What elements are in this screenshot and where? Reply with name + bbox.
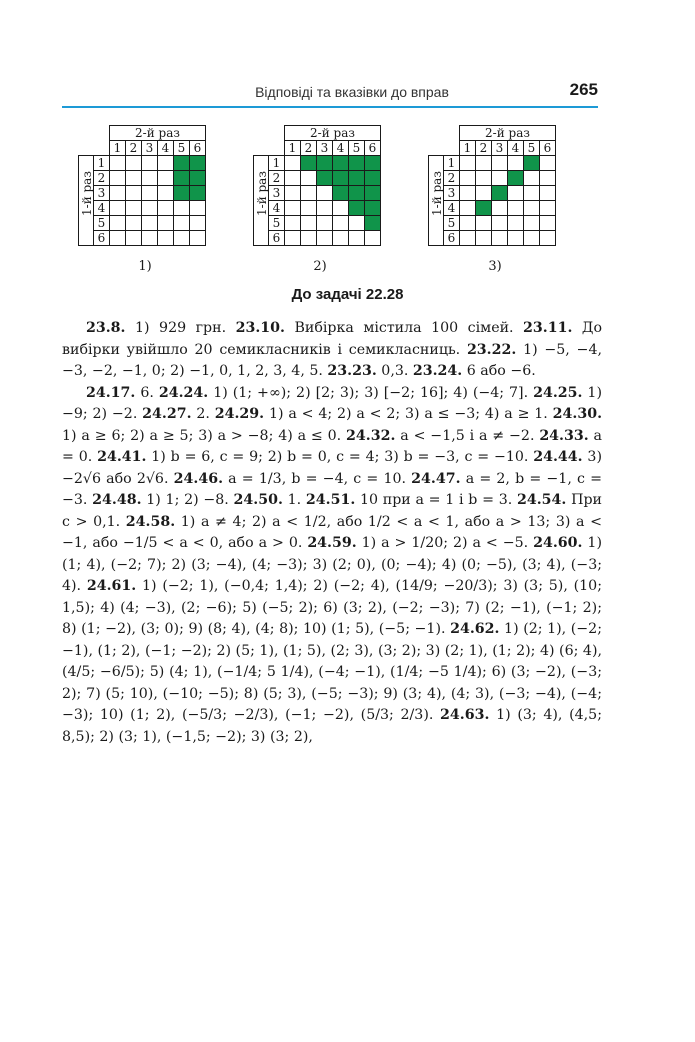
empty-cell (190, 231, 206, 246)
empty-cell (524, 216, 540, 231)
column-number: 1 (285, 141, 301, 156)
column-number: 4 (158, 141, 174, 156)
row-number: 2 (444, 171, 460, 186)
row-number: 5 (444, 216, 460, 231)
empty-cell (142, 216, 158, 231)
exercise-number: 23.22. (466, 341, 517, 358)
page-header (62, 78, 598, 108)
filled-cell (317, 171, 333, 186)
row-number: 4 (444, 201, 460, 216)
filled-cell (333, 171, 349, 186)
answer-text: 1) −9; 2) −2. (62, 384, 602, 422)
empty-cell (285, 231, 301, 246)
answer-text: 1) 929 грн. (125, 320, 236, 336)
empty-cell (142, 171, 158, 186)
outcome-table (428, 125, 556, 246)
exercise-number: 24.32. (346, 427, 396, 444)
empty-cell (476, 156, 492, 171)
filled-cell (349, 186, 365, 201)
empty-cell (142, 186, 158, 201)
empty-cell (540, 231, 556, 246)
column-number: 2 (476, 141, 492, 156)
empty-cell (317, 231, 333, 246)
exercise-number: 24.59. (307, 535, 357, 551)
filled-cell (365, 201, 381, 216)
column-number: 3 (492, 141, 508, 156)
outcome-grid-3 (428, 125, 562, 275)
column-number: 4 (508, 141, 524, 156)
answer-text: 6 або −6. (462, 363, 536, 379)
column-number: 2 (301, 141, 317, 156)
filled-cell (333, 186, 349, 201)
outcome-grid-2 (253, 125, 387, 275)
empty-cell (110, 231, 126, 246)
empty-cell (460, 186, 476, 201)
filled-cell (508, 171, 524, 186)
filled-cell (349, 156, 365, 171)
exercise-number: 24.44. (533, 449, 583, 465)
column-number: 3 (142, 141, 158, 156)
empty-cell (349, 216, 365, 231)
exercise-number: 23.10. (235, 320, 285, 336)
row-number: 3 (269, 186, 285, 201)
empty-cell (492, 156, 508, 171)
answer-text: 1) −5, −4, −3, −2, −1, 0; 2) −1, 0, 1, 2, 3, 4, 5. (62, 341, 602, 379)
outcome-table (78, 125, 206, 246)
answer-text: 1) (1; +∞); 2) [2; 3); 3) [−2; 16]; 4) (−4; 7]. (208, 384, 534, 401)
answer-text: 1) (1; 4), (−2; 7); 2) (3; −4), (4; −3); 3) (2; 0), (0; −4); 4) (0; −5), (3; 4), (−3; 4). (62, 535, 602, 594)
row-number: 5 (269, 216, 285, 231)
exercise-number: 24.46. (173, 470, 224, 487)
empty-cell (158, 231, 174, 246)
filled-cell (174, 171, 190, 186)
empty-cell (492, 216, 508, 231)
empty-cell (333, 216, 349, 231)
answer-text: 1) (3; 4), (4,5; 8,5); 2) (3; 1), (−1,5; −2); 3) (3; 2), (62, 707, 602, 745)
empty-cell (110, 216, 126, 231)
empty-cell (301, 231, 317, 246)
row-number: 6 (269, 231, 285, 246)
empty-cell (285, 186, 301, 201)
exercise-number: 24.41. (97, 449, 147, 465)
filled-cell (524, 156, 540, 171)
exercise-number: 24.33. (539, 427, 589, 444)
empty-cell (460, 216, 476, 231)
exercise-number: 24.48. (92, 492, 142, 508)
empty-cell (508, 216, 524, 231)
row-number: 4 (269, 201, 285, 216)
empty-cell (476, 231, 492, 246)
empty-cell (460, 156, 476, 171)
answer-text: 1) 1; 2) −8. (141, 492, 234, 508)
exercise-number: 24.51. (305, 492, 356, 508)
empty-cell (110, 171, 126, 186)
top-axis-label: 2-й раз (285, 126, 381, 141)
exercise-number: 24.62. (450, 621, 500, 637)
empty-cell (174, 216, 190, 231)
empty-cell (492, 201, 508, 216)
row-number: 4 (94, 201, 110, 216)
answer-text: 1) b = 6, c = 9; 2) b = 0, c = 4; 3) b = −3, c = −10. (146, 449, 534, 465)
column-number: 1 (110, 141, 126, 156)
exercise-number: 24.58. (125, 513, 176, 530)
exercise-number: 24.29. (214, 406, 265, 422)
row-number: 6 (94, 231, 110, 246)
exercise-number: 24.24. (158, 384, 209, 401)
empty-cell (524, 171, 540, 186)
empty-cell (158, 171, 174, 186)
answer-text: 10 при a = 1 і b = 3. (355, 492, 517, 508)
empty-cell (142, 201, 158, 216)
answer-text: a = 0. (62, 427, 602, 465)
column-number: 5 (349, 141, 365, 156)
empty-cell (524, 201, 540, 216)
side-axis-label (429, 156, 444, 246)
empty-cell (158, 156, 174, 171)
grid-caption: 3) (488, 259, 502, 274)
filled-cell (365, 171, 381, 186)
header-rule (62, 106, 598, 108)
answer-text: a = 2, b = −1, c = −3. (62, 470, 602, 508)
answer-text: a < −1,5 і a ≠ −2. (395, 427, 540, 444)
answer-text: 1) (2; 1), (−2; −1), (1; 2), (−1; −2); 2) (5; 1), (1; 5), (2; 3), (3; 2); 3) (2; 1), (1; 2); 4) (6; 4), (4/5; −6/5); 5) (4; 1), (−1/4; 5 1/4), (−4; −1), (1/4; −5 1/4); 6) (3; −2), (−3; 2); 7) (5; 10), (−10; −5); 8) (5; 3), (−5; −3); 9) (3; 4), (4; 3), (−3; −4), (−4; −3); 10) (1; 2), (−5/3; −2/3), (−1; −2), (5/3; 2/3). (62, 621, 602, 723)
empty-cell (492, 171, 508, 186)
empty-cell (174, 231, 190, 246)
filled-cell (317, 156, 333, 171)
empty-cell (285, 216, 301, 231)
empty-cell (301, 186, 317, 201)
exercise-number: 24.61. (86, 578, 137, 594)
empty-cell (285, 171, 301, 186)
empty-cell (110, 156, 126, 171)
empty-cell (508, 231, 524, 246)
empty-cell (110, 186, 126, 201)
answer-text: 6. (135, 384, 159, 401)
answers-text (62, 318, 602, 748)
empty-cell (508, 186, 524, 201)
filled-cell (190, 156, 206, 171)
exercise-number: 24.17. (86, 384, 136, 401)
empty-cell (126, 201, 142, 216)
row-number: 3 (94, 186, 110, 201)
grid-caption: 1) (138, 259, 152, 274)
empty-cell (317, 201, 333, 216)
exercise-number: 24.63. (440, 707, 490, 723)
column-number: 3 (317, 141, 333, 156)
empty-cell (333, 201, 349, 216)
empty-cell (126, 231, 142, 246)
answer-text: 1) a > 1/20; 2) a < −5. (356, 535, 534, 551)
filled-cell (365, 216, 381, 231)
row-number: 2 (269, 171, 285, 186)
exercise-number: 23.8. (86, 320, 126, 336)
row-number: 1 (444, 156, 460, 171)
answer-text: Вибірка містила 100 сімей. (284, 320, 524, 336)
exercise-number: 24.54. (517, 492, 567, 508)
paragraph-23 (62, 318, 602, 383)
side-axis-label (79, 156, 94, 246)
empty-cell (285, 201, 301, 216)
answer-text: a = 1/3, b = −4, c = 10. (223, 470, 412, 487)
empty-cell (126, 156, 142, 171)
empty-cell (365, 231, 381, 246)
exercise-number: 24.30. (552, 406, 603, 422)
filled-cell (190, 186, 206, 201)
empty-cell (508, 156, 524, 171)
empty-cell (524, 231, 540, 246)
exercise-number: 24.60. (533, 535, 583, 551)
filled-cell (476, 201, 492, 216)
empty-cell (158, 201, 174, 216)
column-number: 1 (460, 141, 476, 156)
empty-cell (540, 216, 556, 231)
empty-cell (317, 186, 333, 201)
exercise-number: 24.47. (411, 470, 461, 487)
empty-cell (301, 171, 317, 186)
empty-cell (110, 201, 126, 216)
empty-cell (126, 171, 142, 186)
empty-cell (540, 201, 556, 216)
empty-cell (190, 201, 206, 216)
exercise-number: 24.50. (233, 492, 283, 508)
filled-cell (174, 186, 190, 201)
running-title: Відповіді та вказівки до вправ (255, 84, 449, 100)
row-number: 5 (94, 216, 110, 231)
empty-cell (317, 216, 333, 231)
side-axis-label (254, 156, 269, 246)
row-number: 6 (444, 231, 460, 246)
empty-cell (142, 231, 158, 246)
empty-cell (158, 216, 174, 231)
answer-text: 1) a ≠ 4; 2) a < 1/2, або 1/2 < a < 1, або a > 13; 3) a < −1, або −1/5 < a < 0, або a > 0. (62, 513, 602, 551)
empty-cell (333, 231, 349, 246)
paragraph-24 (62, 383, 602, 749)
empty-cell (460, 231, 476, 246)
empty-cell (301, 216, 317, 231)
answer-text: 3) −2√6 або 2√6. (62, 449, 602, 487)
filled-cell (349, 171, 365, 186)
column-number: 5 (524, 141, 540, 156)
column-number: 6 (190, 141, 206, 156)
empty-cell (158, 186, 174, 201)
empty-cell (126, 186, 142, 201)
empty-cell (476, 186, 492, 201)
empty-cell (349, 231, 365, 246)
grid-caption: 2) (313, 259, 327, 274)
answer-text: До вибірки увійшло 20 семикласників і семикласниць. (62, 320, 602, 358)
filled-cell (365, 186, 381, 201)
answer-text: 0,3. (376, 363, 413, 379)
empty-cell (476, 216, 492, 231)
filled-cell (174, 156, 190, 171)
row-number: 1 (269, 156, 285, 171)
side-axis-text: 1-й раз (255, 171, 269, 216)
empty-cell (476, 171, 492, 186)
side-axis-text: 1-й раз (80, 171, 94, 216)
filled-cell (301, 156, 317, 171)
answer-text: 1) a < 4; 2) a < 2; 3) a ≤ −3; 4) a ≥ 1. (264, 406, 553, 422)
empty-cell (492, 231, 508, 246)
row-number: 1 (94, 156, 110, 171)
empty-cell (285, 156, 301, 171)
column-number: 2 (126, 141, 142, 156)
empty-cell (190, 216, 206, 231)
empty-cell (508, 201, 524, 216)
answer-text: 1) (−2; 1), (−0,4; 1,4); 2) (−2; 4), (14/9; −20/3); 3) (3; 5), (10; 1,5); 4) (4; −3), (2; −6); 5) (−5; 2); 6) (3; 2), (−2; −3); 7) (2; −1), (−1; 2); 8) (1; −2), (3; 0); 9) (8; 4), (4; 8); 10) (1; 5), (−5; −1). (62, 578, 602, 637)
answer-text: При c > 0,1. (62, 492, 603, 530)
top-axis-label: 2-й раз (460, 126, 556, 141)
empty-cell (142, 156, 158, 171)
page-number: 265 (569, 80, 598, 99)
exercise-number: 23.24. (412, 363, 463, 379)
outcome-table (253, 125, 381, 246)
filled-cell (365, 156, 381, 171)
answer-text: 2. (191, 406, 215, 422)
answer-text: 1. (282, 492, 306, 508)
exercise-number: 23.11. (523, 320, 573, 336)
empty-cell (540, 171, 556, 186)
empty-cell (524, 186, 540, 201)
exercise-number: 23.23. (327, 363, 377, 379)
row-number: 3 (444, 186, 460, 201)
column-number: 6 (365, 141, 381, 156)
column-number: 5 (174, 141, 190, 156)
filled-cell (492, 186, 508, 201)
answer-text: 1) a ≥ 6; 2) a ≥ 5; 3) a > −8; 4) a ≤ 0. (62, 427, 347, 444)
exercise-number: 24.25. (533, 384, 583, 401)
empty-cell (301, 201, 317, 216)
filled-cell (333, 156, 349, 171)
empty-cell (540, 186, 556, 201)
empty-cell (460, 171, 476, 186)
outcome-grid-1 (78, 125, 212, 275)
column-number: 6 (540, 141, 556, 156)
empty-cell (174, 201, 190, 216)
empty-cell (126, 216, 142, 231)
filled-cell (190, 171, 206, 186)
side-axis-text: 1-й раз (430, 171, 444, 216)
column-number: 4 (333, 141, 349, 156)
filled-cell (349, 201, 365, 216)
figure-caption: До задачі 22.28 (291, 286, 404, 303)
top-axis-label: 2-й раз (110, 126, 206, 141)
row-number: 2 (94, 171, 110, 186)
empty-cell (540, 156, 556, 171)
exercise-number: 24.27. (142, 406, 192, 422)
empty-cell (460, 201, 476, 216)
